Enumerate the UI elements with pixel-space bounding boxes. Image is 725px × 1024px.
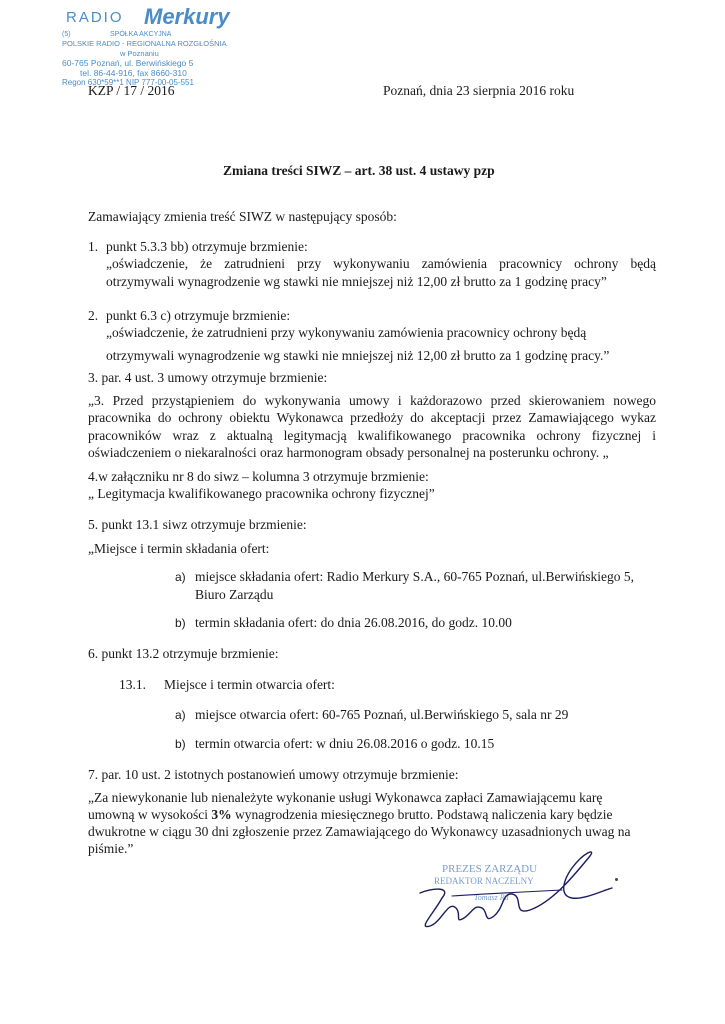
stamp-line-4: w Poznaniu xyxy=(120,49,159,58)
item-7-heading: 7. par. 10 ust. 2 istotnych postanowień umowy otrzymuje brzmienie: xyxy=(88,767,459,782)
stamp-number: (5) xyxy=(62,31,71,38)
item-7-quote-end: wynagrodzenia miesięcznego brutto. Podstawą naliczenia kary będzie dwukrotne w ciągu 30 dni zgłoszenie przez Zamawiającego do Wykonawcy uzasadnionych uwag na piśmie.” xyxy=(88,807,631,856)
intro-paragraph: Zamawiający zmienia treść SIWZ w następujący sposób: xyxy=(88,209,397,224)
document-date: Poznań, dnia 23 sierpnia 2016 roku xyxy=(383,83,575,98)
option-text: termin otwarcia ofert: w dniu 26.08.2016 o godz. 10.15 xyxy=(195,736,495,751)
stamp-address: 60-765 Poznań, ul. Berwińskiego 5 xyxy=(62,58,194,68)
item-1-quote: „oświadczenie, że zatrudnieni przy wykonywaniu zamówienia pracownicy ochrony będą otrzymywali wynagrodzenie wg stawki nie mniejszej niż 12,00 zł brutto za 1 godzinę pracy” xyxy=(106,256,656,290)
option-letter: a) xyxy=(175,708,186,722)
stamp-position-line: REDAKTOR NACZELNY xyxy=(434,876,534,886)
option-text: termin składania ofert: do dnia 26.08.2016, do godz. 10.00 xyxy=(195,615,512,630)
option-text: miejsce otwarcia ofert: 60-765 Poznań, ul.Berwińskiego 5, sala nr 29 xyxy=(195,707,569,722)
option-letter: a) xyxy=(175,570,186,584)
option-text: miejsce składania ofert: Radio Merkury S.A., 60-765 Poznań, ul.Berwińskiego 5, Biuro Zarządu xyxy=(195,569,635,602)
stamp-regon: Regon 630*59**1 NIP 777-00-05-551 xyxy=(62,78,194,87)
item-3-quote: „3. Przed przystąpieniem do wykonywania umowy i każdorazowo przed skierowaniem nowego pracownika do ochrony obiektu Wykonawca przedłoży do akceptacji przez Zamawiającego wykaz pracowników wraz z aktualną legitymacją kwalifikowanego pracownika ochrony fizycznej i oświadczeniem o niekaralności oraz harmonogram obsady personalnej na posterunku ochrony. „ xyxy=(88,393,656,460)
document-title: Zmiana treści SIWZ – art. 38 ust. 4 ustawy pzp xyxy=(223,163,495,178)
ink-dot xyxy=(615,878,618,881)
stamp-company-form: SPÓŁKA AKCYJNA xyxy=(110,31,172,38)
item-7-quote-start: „Za niewykonanie lub nienależyte wykonanie usługi Wykonawca zapłaci Zamawiającemu karę umowną w wysokości xyxy=(88,790,603,822)
item-1-number: 1. xyxy=(88,239,99,254)
stamp-radio-text: RADIO xyxy=(66,9,124,26)
item-6-option-b xyxy=(175,735,665,753)
item-7-penalty-percent: 3% xyxy=(211,807,232,822)
option-letter: b) xyxy=(175,616,186,630)
item-6-option-a xyxy=(175,706,665,724)
item-2-quote-line-1: „oświadczenie, że zatrudnieni przy wykonywaniu zamówienia pracownicy ochrony będą xyxy=(106,325,587,340)
item-2-number: 2. xyxy=(88,308,99,323)
item-4-quote: „ Legitymacja kwalifikowanego pracownika ochrony fizycznej” xyxy=(88,486,435,501)
item-2-heading: punkt 6.3 c) otrzymuje brzmienie: xyxy=(106,308,291,323)
item-4-heading: 4.w załączniku nr 8 do siwz – kolumna 3 otrzymuje brzmienie: xyxy=(88,469,429,484)
item-3-heading: 3. par. 4 ust. 3 umowy otrzymuje brzmienie: xyxy=(88,370,328,385)
stamp-phone: tel. 86-44-916, fax 8660-310 xyxy=(80,68,187,78)
item-1-heading: punkt 5.3.3 bb) otrzymuje brzmienie: xyxy=(106,239,308,254)
option-letter: b) xyxy=(175,737,186,751)
item-6-subsection-number: 13.1. xyxy=(119,677,146,692)
item-5-option-a xyxy=(175,568,665,604)
stamp-title-line: PREZES ZARZĄDU xyxy=(442,863,538,875)
item-5-heading: 5. punkt 13.1 siwz otrzymuje brzmienie: xyxy=(88,517,307,532)
item-2-quote-line-2: otrzymywali wynagrodzenie wg stawki nie mniejszej niż 12,00 zł brutto za 1 godzinę pracy.” xyxy=(106,348,610,363)
item-6-subheading: Miejsce i termin otwarcia ofert: xyxy=(164,677,335,692)
stamp-line-3: POLSKIE RADIO - REGIONALNA ROZGŁOŚNIA xyxy=(62,39,227,48)
item-5-subheading: „Miejsce i termin składania ofert: xyxy=(88,541,270,556)
reference-number: KZP / 17 / 2016 xyxy=(88,83,175,98)
stamp-brand-logo: Merkury xyxy=(144,4,230,29)
signature-stamp xyxy=(412,838,627,933)
item-6-heading: 6. punkt 13.2 otrzymuje brzmienie: xyxy=(88,646,279,661)
signature-block xyxy=(412,838,627,933)
stamp-name-line: Tomasz Rd xyxy=(474,893,509,902)
item-5-option-b xyxy=(175,614,665,632)
